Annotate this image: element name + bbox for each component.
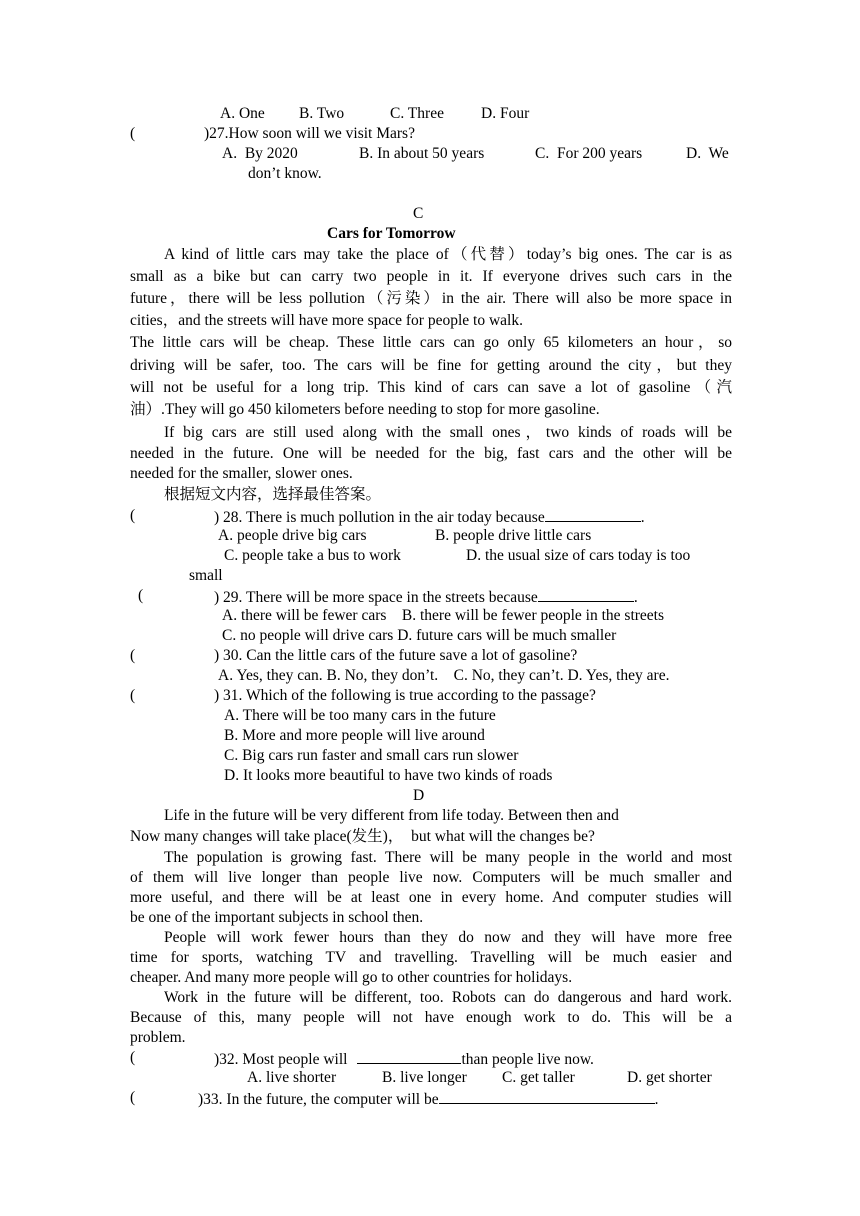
d-p3-line: time for sports, watching TV and travelling. Travelling will be much easier and — [130, 949, 732, 966]
q28-option-d: D. the usual size of cars today is too — [466, 547, 691, 564]
q33-question — [198, 1088, 658, 1110]
q31-option-c: C. Big cars run faster and small cars run slower — [224, 747, 519, 764]
c-p3-line: If big cars are still used along with the small ones，two kinds of roads will be — [164, 424, 732, 441]
q32-option-b: B. live longer — [382, 1069, 467, 1086]
c-p3-line: needed for the smaller, slower ones. — [130, 465, 353, 482]
q31-paren: ( — [130, 687, 136, 704]
q32-question — [214, 1048, 594, 1070]
q31-question: ) 31. Which of the following is true according to the passage? — [214, 687, 596, 704]
q28-option-c: C. people take a bus to work — [224, 547, 401, 564]
section-d-letter: D — [413, 787, 425, 804]
q32-option-c: C. get taller — [502, 1069, 575, 1086]
q32-paren: ( — [130, 1049, 136, 1066]
q31-option-d: D. It looks more beautiful to have two kinds of roads — [224, 767, 553, 784]
q28-paren: ( — [130, 507, 136, 524]
section-c-title: Cars for Tomorrow — [327, 225, 456, 242]
q31-option-b: B. More and more people will live around — [224, 727, 485, 744]
q31-option-a: A. There will be too many cars in the future — [224, 707, 496, 724]
q29-options-cd: C. no people will drive cars D. future cars will be much smaller — [222, 627, 617, 644]
d-p4-line: Work in the future will be different, too. Robots can do dangerous and hard work. — [164, 989, 732, 1006]
q28-answer-blank — [545, 506, 641, 522]
q33-answer-blank — [439, 1088, 655, 1104]
q27-question: )27.How soon will we visit Mars? — [204, 125, 415, 142]
q26-option-b: B. Two — [299, 105, 345, 122]
q26-option-a: A. One — [220, 105, 265, 122]
c-instruction: 根据短文内容，选择最佳答案。 — [164, 486, 382, 503]
c-p2-line: The little cars will be cheap. These little cars can go only 65 kilometers an hour，so — [130, 334, 732, 351]
q28-question — [214, 506, 645, 528]
q26-option-c: C. Three — [390, 105, 444, 122]
q30-options: A. Yes, they can. B. No, they don’t. C. No, they can’t. D. Yes, they are. — [218, 667, 670, 684]
c-p2-line: 油）.They will go 450 kilometers before needing to stop for more gasoline. — [130, 401, 600, 418]
q28-text: ) 28. There is much pollution in the air today because — [214, 509, 545, 526]
d-p4-line: problem. — [130, 1029, 186, 1046]
q27-option-c: C. For 200 years — [535, 145, 643, 162]
q29-end: . — [633, 589, 638, 606]
q29-paren: ( — [138, 587, 144, 604]
q32-text: )32. Most people will — [214, 1051, 348, 1068]
q30-paren: ( — [130, 647, 136, 664]
c-p1-line: small as a bike but can carry two people in it. If everyone drives such cars in the — [130, 268, 732, 285]
c-p1-line: cities，and the streets will have more space for people to walk. — [130, 312, 523, 329]
d-p2-line: The population is growing fast. There will be many people in the world and most — [164, 849, 732, 866]
q33-text: )33. In the future, the computer will be — [198, 1091, 439, 1108]
q27-paren: ( — [130, 125, 136, 142]
q32-option-a: A. live shorter — [247, 1069, 337, 1086]
q28-end: . — [640, 509, 645, 526]
section-c-letter: C — [413, 205, 424, 222]
d-p4-line: Because of this, many people will not have enough work to do. This will be a — [130, 1009, 732, 1026]
c-p1-line: future，there will be less pollution（污染）in the air. There will also be more space in — [130, 290, 732, 307]
q28-option-b: B. people drive little cars — [435, 527, 592, 544]
q26-option-d: D. Four — [481, 105, 530, 122]
q29-question — [214, 586, 638, 608]
c-p2-line: will not be useful for a long trip. This kind of cars can save a lot of gasoline（汽 — [130, 379, 732, 396]
d-p2-line: be one of the important subjects in school then. — [130, 909, 424, 926]
c-p1-line: A kind of little cars may take the place of（代替）today’s big ones. The car is as — [164, 246, 732, 263]
c-p3-line: needed in the future. One will be needed for the big, fast cars and the other will be — [130, 445, 732, 462]
q27-option-d-cont: don’t know. — [248, 165, 322, 182]
d-p2-line: of them will live longer than people live now. Computers will be much smaller and — [130, 869, 732, 886]
q28-option-a: A. people drive big cars — [218, 527, 367, 544]
q32-after: than people live now. — [461, 1051, 594, 1068]
q29-options-ab: A. there will be fewer cars B. there will be fewer people in the streets — [222, 607, 665, 624]
q27-option-a: A. By 2020 — [222, 145, 298, 162]
q27-option-b: B. In about 50 years — [359, 145, 485, 162]
d-p1-line: Now many changes will take place(发生)， but what will the changes be? — [130, 828, 595, 845]
q33-paren: ( — [130, 1089, 136, 1106]
q27-option-d: D. We — [686, 145, 729, 162]
q28-option-d-cont: small — [189, 567, 223, 584]
c-p2-line: driving will be safer, too. The cars will be fine for getting around the city，but they — [130, 357, 732, 374]
d-p3-line: People will work fewer hours than they do now and they will have more free — [164, 929, 732, 946]
q29-text: ) 29. There will be more space in the streets because — [214, 589, 538, 606]
d-p3-line: cheaper. And many more people will go to other countries for holidays. — [130, 969, 573, 986]
d-p2-line: more useful, and there will be at least one in every home. And computer studies will — [130, 889, 732, 906]
q32-option-d: D. get shorter — [627, 1069, 712, 1086]
d-p1-line: Life in the future will be very different from life today. Between then and — [164, 807, 619, 824]
q29-answer-blank — [538, 586, 634, 602]
q30-question: ) 30. Can the little cars of the future save a lot of gasoline? — [214, 647, 578, 664]
q32-answer-blank — [357, 1048, 461, 1064]
q33-end: . — [654, 1091, 659, 1108]
